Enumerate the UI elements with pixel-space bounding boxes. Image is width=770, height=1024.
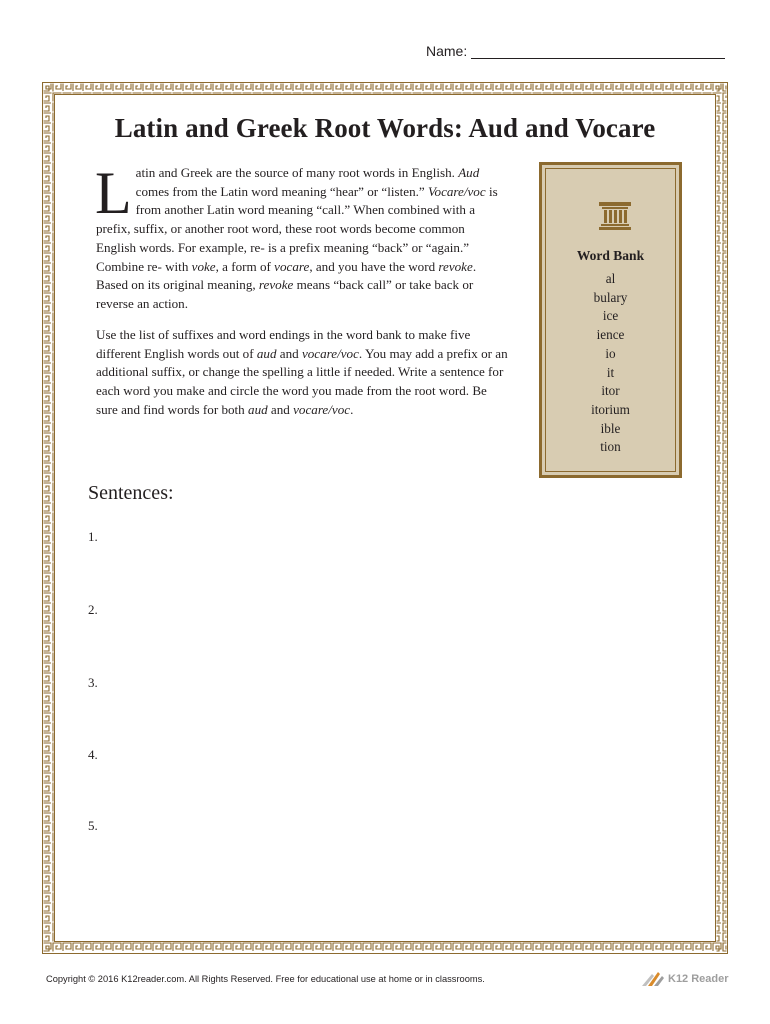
- intro-paragraph: Latin and Greek are the source of many root words in English. Aud comes from the Latin word meaning “hear” or “listen.” Vocare/voc is from another Latin word meaning “call.” When combined with a prefix, suffix, or another root word, these root words become common English words. For example, re- is a prefix meaning “back” or “again.” Combine re- with voke, a form of vocare, and you have the word revoke. Based on its original meaning, revoke means “back call” or take back or reverse an action.: [95, 160, 498, 311]
- word-bank-item: itor: [601, 383, 620, 399]
- word-bank-list: [546, 270, 675, 457]
- name-field: [426, 43, 725, 59]
- word-bank-title: Word Bank: [576, 248, 645, 263]
- word-bank-item: bulary: [593, 289, 628, 305]
- word-bank-item: itorium: [591, 401, 630, 417]
- name-blank-line[interactable]: [471, 44, 725, 59]
- instructions-paragraph: Use the list of suffixes and word endings in the word bank to make five different English words out of aud and vocare/voc. You may add a prefix or an additional suffix, or change the spelling a little if needed. Write a sentence for each word you make and circle the word you made from the root word. Be sure and find words for both aud and vocare/voc.: [96, 327, 508, 417]
- word-bank-item: ible: [600, 420, 621, 436]
- logo-text: K12 Reader: [668, 973, 729, 985]
- sentence-number-5: 5.: [88, 818, 98, 833]
- word-bank-item: io: [605, 345, 616, 361]
- sentence-number-3: 3.: [88, 675, 98, 690]
- page-title: Latin and Greek Root Words: Aud and Vocare: [114, 113, 656, 143]
- drop-cap: L: [95, 160, 132, 226]
- k12reader-logo-mark-icon: [640, 970, 666, 988]
- sentences-heading: Sentences:: [88, 482, 174, 504]
- temple-icon: [598, 199, 632, 231]
- word-bank-item: al: [605, 271, 616, 286]
- sentence-number-2: 2.: [88, 602, 98, 617]
- name-label: Name:: [426, 43, 468, 59]
- sentence-number-1: 1.: [88, 529, 98, 544]
- word-bank-item: it: [606, 364, 615, 380]
- word-bank-item: tion: [600, 439, 621, 455]
- sentence-number-4: 4.: [88, 747, 98, 762]
- copyright-footer: Copyright © 2016 K12reader.com. All Rights Reserved. Free for educational use at home or in classrooms.: [46, 974, 485, 984]
- k12reader-logo: [640, 970, 729, 988]
- word-bank-box: [539, 162, 682, 478]
- word-bank-item: ience: [596, 327, 625, 343]
- word-bank-inner-frame: [545, 168, 676, 472]
- word-bank-item: ice: [602, 308, 619, 324]
